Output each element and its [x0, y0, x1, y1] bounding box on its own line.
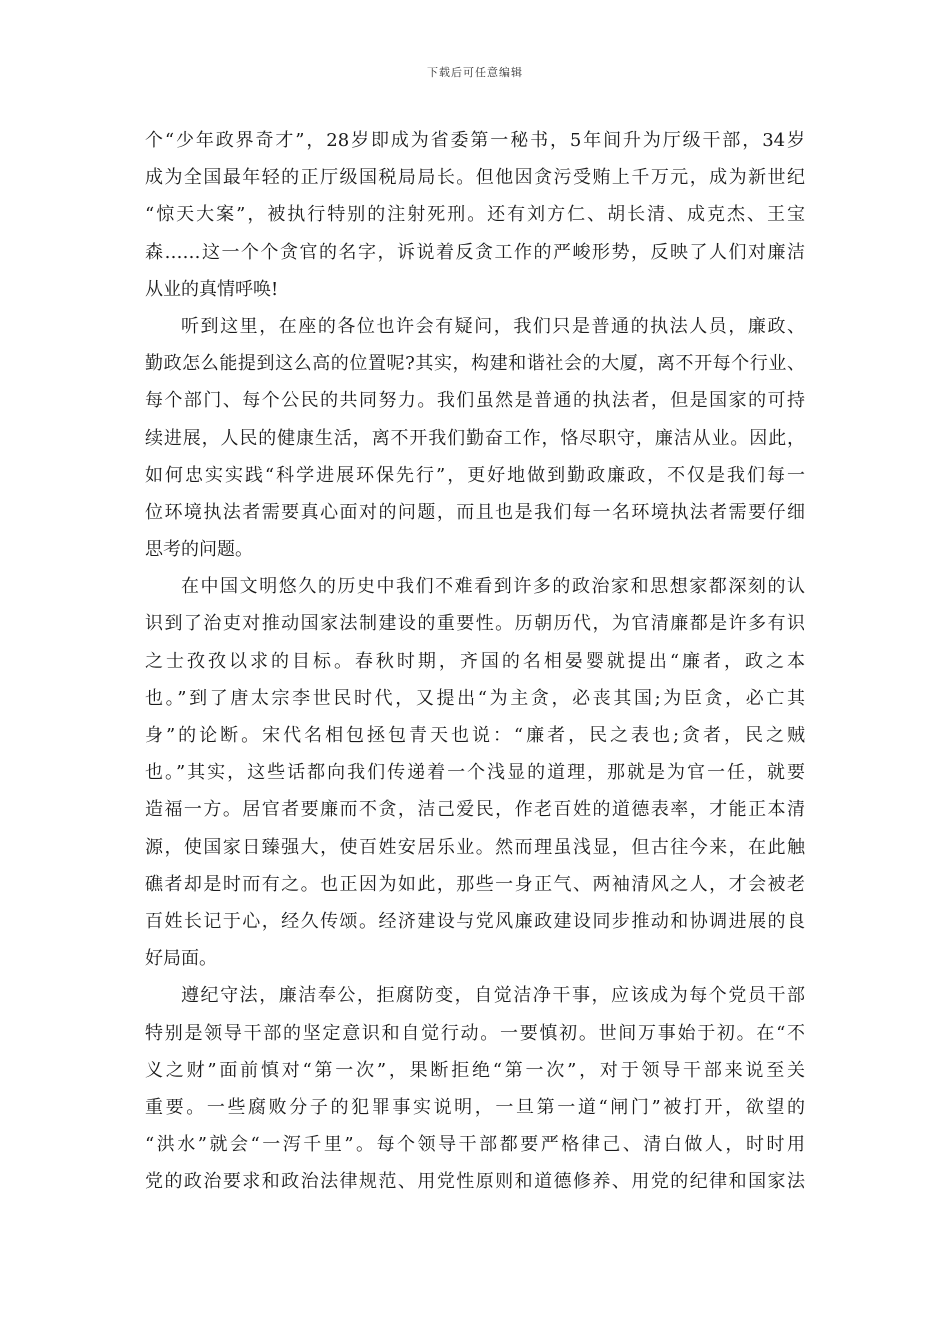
body-text-line: “惊天大案”，被执行特别的注射死刑。还有刘方仁、胡长清、成克杰、王宝 — [145, 204, 805, 226]
body-text-line: 百姓长记于心，经久传颂。经济建设与党风廉政建设同步推动和协调进展的良 — [145, 910, 805, 932]
body-text-line: 个“少年政界奇才”，28岁即成为省委第一秘书，5年间升为厅级干部，34岁 — [145, 130, 805, 151]
body-text-line: 森……这一个个贪官的名字，诉说着反贪工作的严峻形势，反映了人们对廉洁 — [145, 241, 805, 263]
body-text-line: 续进展，人民的健康生活，离不开我们勤奋工作，恪尽职守，廉洁从业。因此， — [145, 427, 805, 449]
body-text-line: 如何忠实实践“科学进展环保先行”，更好地做到勤政廉政，不仅是我们每一 — [145, 464, 805, 486]
body-text-line: 听到这里，在座的各位也许会有疑问，我们只是普通的执法人员，廉政、 — [181, 315, 805, 337]
body-text-line: 思考的问题。 — [145, 539, 253, 561]
body-text-line: 重要。一些腐败分子的犯罪事实说明，一旦第一道“闸门”被打开，欲望的 — [145, 1096, 805, 1118]
body-text-line: 特别是领导干部的坚定意识和自觉行动。一要慎初。世间万事始于初。在“不 — [145, 1022, 805, 1044]
body-text-line: 位环境执法者需要真心面对的问题，而且也是我们每一名环境执法者需要仔细 — [145, 501, 805, 523]
body-text-line: 造福一方。居官者要廉而不贪，洁己爱民，作老百姓的道德表率，才能正本清 — [145, 799, 805, 821]
document-body — [145, 122, 805, 1200]
body-text-line: 从业的真情呼唤! — [145, 278, 279, 300]
body-text-line: 也。”到了唐太宗李世民时代，又提出“为主贪，必丧其国;为臣贪，必亡其 — [145, 687, 805, 709]
body-text-line: “洪水”就会“一泻千里”。每个领导干部都要严格律己、清白做人，时时用 — [145, 1134, 805, 1156]
page-header-note: 下载后可任意编辑 — [427, 66, 523, 79]
body-text-line: 也。”其实，这些话都向我们传递着一个浅显的道理，那就是为官一任，就要 — [145, 762, 805, 784]
body-text-line: 在中国文明悠久的历史中我们不难看到许多的政治家和思想家都深刻的认 — [181, 576, 805, 598]
body-text-line: 成为全国最年轻的正厅级国税局局长。但他因贪污受贿上千万元，成为新世纪 — [145, 167, 805, 189]
body-text-line: 礁者却是时而有之。也正因为如此，那些一身正气、两袖清风之人，才会被老 — [145, 873, 805, 895]
body-text-line: 党的政治要求和政治法律规范、用党性原则和道德修养、用党的纪律和国家法 — [145, 1171, 805, 1193]
body-text-line: 义之财”面前慎对“第一次”，果断拒绝“第一次”，对于领导干部来说至关 — [145, 1059, 805, 1081]
body-text-line: 每个部门、每个公民的共同努力。我们虽然是普通的执法者，但是国家的可持 — [145, 390, 805, 412]
body-text-line: 好局面。 — [145, 948, 217, 970]
body-text-line: 之士孜孜以求的目标。春秋时期，齐国的名相晏婴就提出“廉者，政之本 — [145, 650, 805, 672]
body-text-line: 识到了治吏对推动国家法制建设的重要性。历朝历代，为官清廉都是许多有识 — [145, 613, 805, 635]
body-text-line: 勤政怎么能提到这么高的位置呢?其实，构建和谐社会的大厦，离不开每个行业、 — [145, 353, 805, 375]
body-text-line: 身”的论断。宋代名相包拯包青天也说：“廉者，民之表也;贪者，民之贼 — [145, 725, 805, 746]
body-text-line: 源，使国家日臻强大，使百姓安居乐业。然而理虽浅显，但古往今来，在此触 — [145, 836, 805, 858]
body-text-line: 遵纪守法，廉洁奉公，拒腐防变，自觉洁净干事，应该成为每个党员干部 — [181, 985, 805, 1007]
